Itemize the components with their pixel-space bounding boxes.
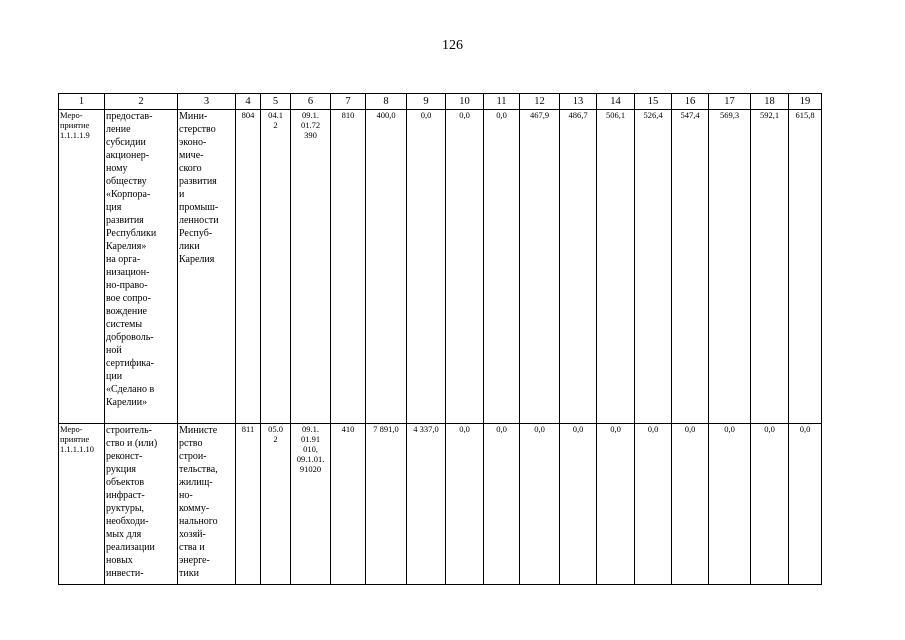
table-cell: 4 337,0 — [407, 424, 446, 585]
table-header-row — [59, 94, 822, 110]
column-header: 8 — [366, 94, 407, 110]
table-cell: 0,0 — [484, 110, 520, 424]
table-cell: 0,0 — [446, 424, 484, 585]
table-cell: 0,0 — [484, 424, 520, 585]
column-header: 7 — [331, 94, 366, 110]
measure-description: предостав- ление субсидии акционер- ному обществу «Корпора- ция развития Республики Карелия» на орга- низацион- но-право- вое сопро- вождение системы доброволь- ной сертифика- ции «Сделано в Карелии» — [105, 110, 178, 424]
table-cell: 467,9 — [520, 110, 560, 424]
table-cell: 0,0 — [520, 424, 560, 585]
column-header: 2 — [105, 94, 178, 110]
table-cell: 592,1 — [751, 110, 789, 424]
table-cell: 0,0 — [597, 424, 635, 585]
budget-table — [58, 93, 822, 585]
column-header: 5 — [261, 94, 291, 110]
table-cell: 0,0 — [635, 424, 672, 585]
table-cell: 0,0 — [789, 424, 822, 585]
table-cell: 0,0 — [709, 424, 751, 585]
executor-name: Министе рство строи- тельства, жилищ- но- комму- нального хозяй- ства и энерге- тики — [178, 424, 236, 585]
measure-label: Меро- приятие 1.1.1.1.9 — [59, 110, 105, 424]
column-header: 14 — [597, 94, 635, 110]
table-cell: 09.1. 01.72 390 — [291, 110, 331, 424]
table-cell: 615,8 — [789, 110, 822, 424]
measure-description: строитель- ство и (или) реконст- рукция объектов инфраст- руктуры, необходи- мых для реализации новых инвести- — [105, 424, 178, 585]
page-number: 126 — [442, 38, 463, 53]
column-header: 16 — [672, 94, 709, 110]
column-header: 15 — [635, 94, 672, 110]
table-row — [59, 424, 822, 585]
column-header: 11 — [484, 94, 520, 110]
column-header: 4 — [236, 94, 261, 110]
column-header: 13 — [560, 94, 597, 110]
column-header: 6 — [291, 94, 331, 110]
column-header: 3 — [178, 94, 236, 110]
table-cell: 810 — [331, 110, 366, 424]
table-cell: 0,0 — [446, 110, 484, 424]
column-header: 17 — [709, 94, 751, 110]
table-cell: 526,4 — [635, 110, 672, 424]
table-cell: 569,3 — [709, 110, 751, 424]
measure-label: Меро- приятие 1.1.1.1.10 — [59, 424, 105, 585]
table-cell: 0,0 — [751, 424, 789, 585]
table-cell: 04.1 2 — [261, 110, 291, 424]
table-cell: 804 — [236, 110, 261, 424]
column-header: 19 — [789, 94, 822, 110]
table-cell: 0,0 — [560, 424, 597, 585]
table-cell: 410 — [331, 424, 366, 585]
table-cell: 811 — [236, 424, 261, 585]
table-cell: 400,0 — [366, 110, 407, 424]
table-row — [59, 110, 822, 424]
executor-name: Мини- стерство эконо- миче- ского развития и промыш- ленности Респуб- лики Карелия — [178, 110, 236, 424]
column-header: 9 — [407, 94, 446, 110]
table-cell: 486,7 — [560, 110, 597, 424]
table-cell: 0,0 — [407, 110, 446, 424]
table-cell: 7 891,0 — [366, 424, 407, 585]
table-cell: 0,0 — [672, 424, 709, 585]
column-header: 1 — [59, 94, 105, 110]
table-cell: 547,4 — [672, 110, 709, 424]
table-cell: 09.1. 01.91 010, 09.1.01. 91020 — [291, 424, 331, 585]
table-cell: 506,1 — [597, 110, 635, 424]
column-header: 18 — [751, 94, 789, 110]
column-header: 10 — [446, 94, 484, 110]
column-header: 12 — [520, 94, 560, 110]
table-cell: 05.0 2 — [261, 424, 291, 585]
